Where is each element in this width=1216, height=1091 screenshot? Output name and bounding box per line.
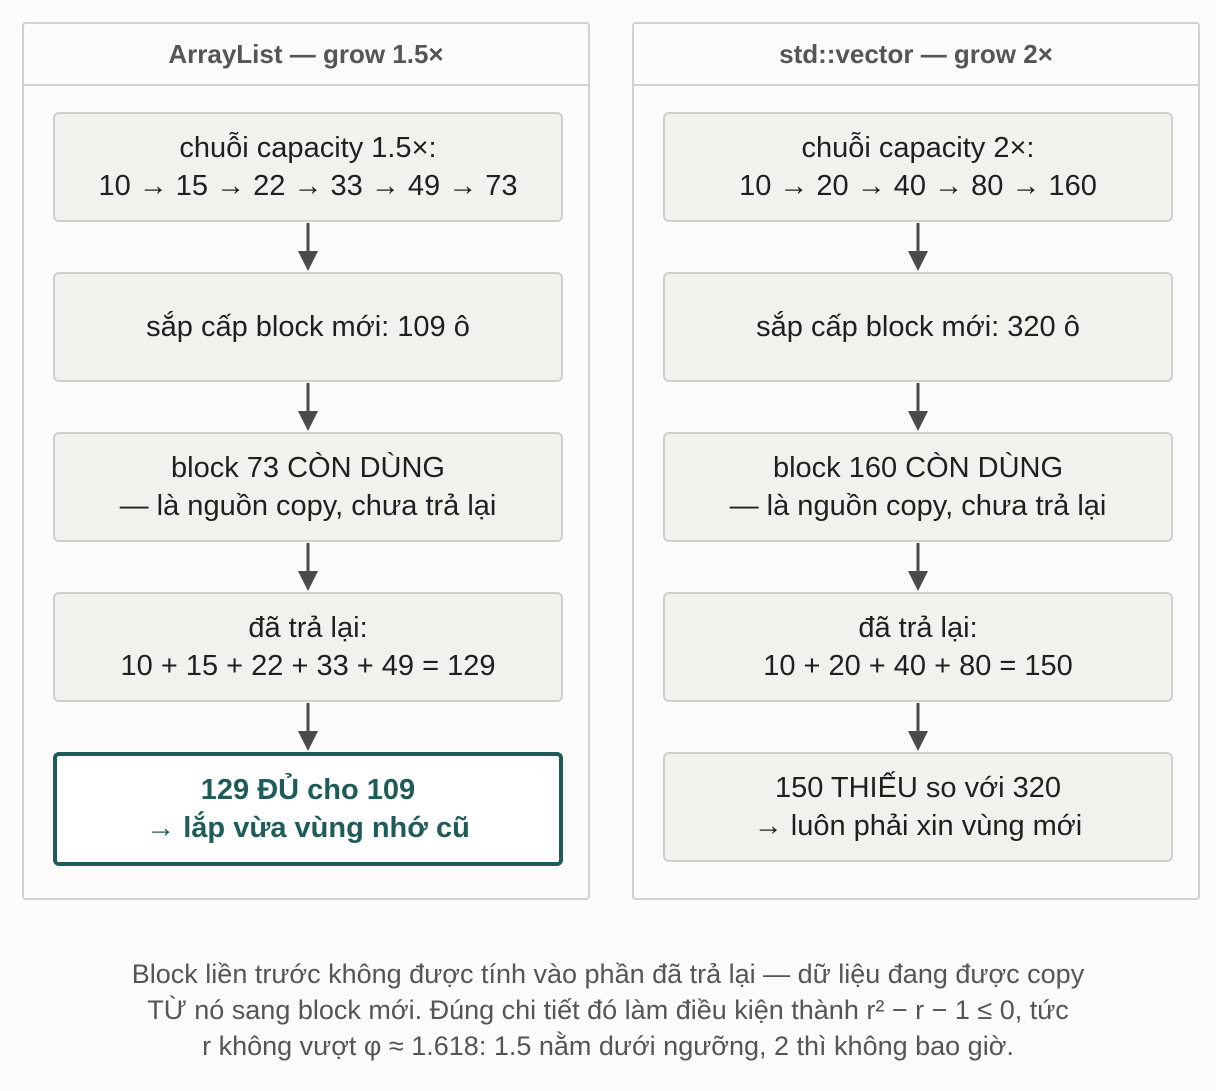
step-new-block [53,272,563,382]
down-arrow-icon [298,223,318,273]
step-capacity-sequence [663,112,1173,222]
down-arrow-icon [298,703,318,753]
panel-title-arraylist: ArrayList — grow 1.5× [24,24,588,86]
step-line: → luôn phải xin vùng mới [753,810,1083,842]
step-freed-sum [663,592,1173,702]
step-line: sắp cấp block mới: 109 ô [146,311,470,343]
down-arrow-icon [908,383,928,433]
step-line: 129 ĐỦ cho 109 [200,774,416,806]
down-arrow-icon [908,223,928,273]
down-arrow-icon [908,703,928,753]
step-line: block 160 CÒN DÙNG [772,452,1064,484]
step-line: 10 → 20 → 40 → 80 → 160 [739,170,1097,202]
step-block-in-use [663,432,1173,542]
std-vector-panel [632,22,1200,900]
step-line: — là nguồn copy, chưa trả lại [729,490,1107,522]
step-line: 150 THIẾU so với 320 [774,772,1062,804]
down-arrow-icon [908,543,928,593]
step-line: block 73 CÒN DÙNG [171,452,445,484]
figure-caption [0,956,1216,1064]
step-result-insufficient [663,752,1173,862]
step-result-fits [53,752,563,866]
caption-line: r không vượt φ ≈ 1.618: 1.5 nằm dưới ngưỡng, 2 thì không bao giờ. [202,1031,1014,1061]
step-line: — là nguồn copy, chưa trả lại [119,490,497,522]
arraylist-panel [22,22,590,900]
step-line: sắp cấp block mới: 320 ô [756,311,1080,343]
step-capacity-sequence [53,112,563,222]
panel-title-std-vector: std::vector — grow 2× [634,24,1198,86]
step-line: 10 → 15 → 22 → 33 → 49 → 73 [98,170,518,202]
step-line: 10 + 20 + 40 + 80 = 150 [763,650,1073,682]
step-new-block [663,272,1173,382]
step-line: chuỗi capacity 2×: [801,132,1035,164]
step-line: đã trả lại: [858,612,978,644]
caption-line: TỪ nó sang block mới. Đúng chi tiết đó làm điều kiện thành r² − r − 1 ≤ 0, tức [147,995,1069,1025]
down-arrow-icon [298,383,318,433]
step-line: đã trả lại: [248,612,368,644]
caption-line: Block liền trước không được tính vào phần đã trả lại — dữ liệu đang được copy [131,959,1085,989]
step-line: chuỗi capacity 1.5×: [179,132,437,164]
step-line: → lắp vừa vùng nhớ cũ [146,812,470,844]
step-line: 10 + 15 + 22 + 33 + 49 = 129 [120,650,496,682]
step-freed-sum [53,592,563,702]
step-block-in-use [53,432,563,542]
down-arrow-icon [298,543,318,593]
